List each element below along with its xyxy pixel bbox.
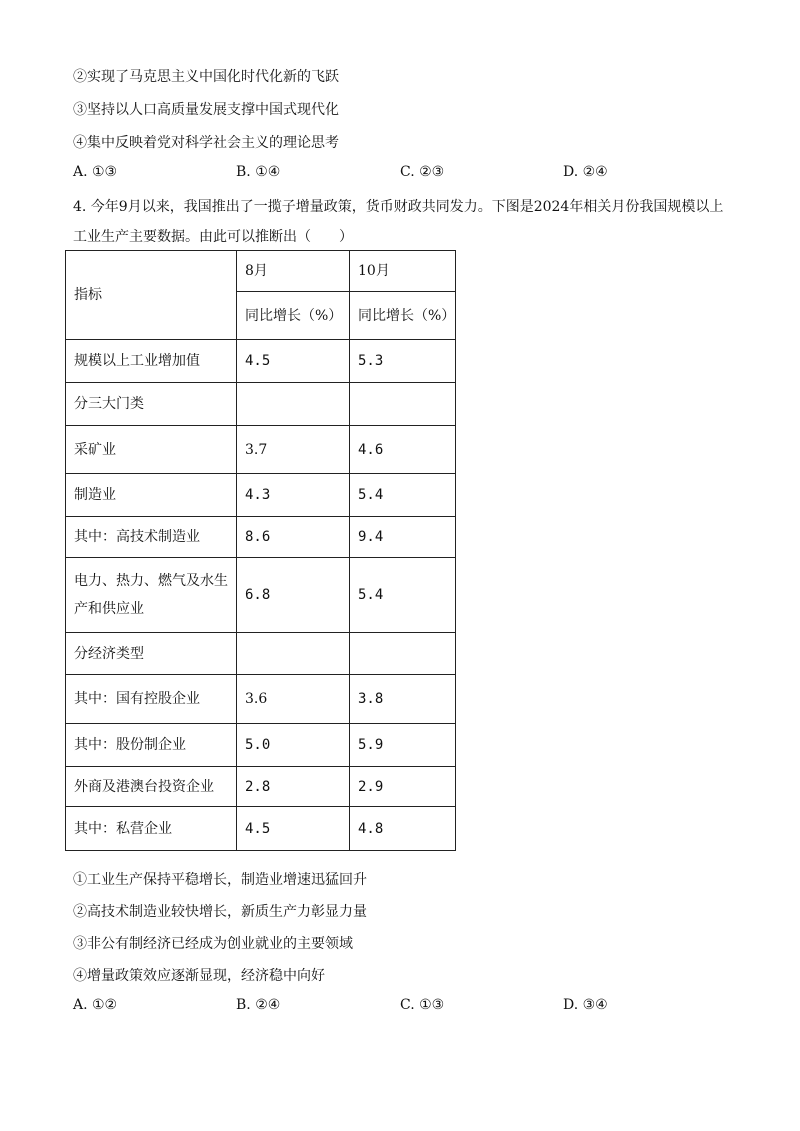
statement-1: ①工业生产保持平稳增长，制造业增速迅猛回升	[73, 872, 367, 888]
cell-oct	[350, 633, 456, 675]
cell-aug: 4.5	[237, 807, 350, 851]
cell-aug: 4.3	[237, 474, 350, 517]
table-row	[66, 383, 456, 426]
option-b[interactable]: B. ①④	[236, 164, 281, 180]
row-label-line1: 电力、热力、燃气及水生	[74, 573, 228, 589]
cell-aug: 5.0	[237, 724, 350, 767]
table-row	[66, 474, 456, 517]
column-header-oct: 10月	[350, 251, 456, 292]
cell-oct: 5.3	[350, 340, 456, 383]
column-header-aug: 8月	[237, 251, 350, 292]
table-row	[66, 767, 456, 807]
prev-statement-2: ②实现了马克思主义中国化时代化新的飞跃	[73, 69, 339, 85]
cell-oct: 5.9	[350, 724, 456, 767]
cell-aug: 2.8	[237, 767, 350, 807]
cell-oct: 4.6	[350, 426, 456, 474]
statement-3: ③非公有制经济已经成为创业就业的主要领域	[73, 936, 353, 952]
subheader-oct: 同比增长（%）	[350, 292, 456, 340]
question-4-answer-options	[73, 997, 693, 1017]
cell-oct	[350, 383, 456, 426]
option-d[interactable]: D. ②④	[563, 164, 608, 180]
row-label: 分三大门类	[66, 383, 237, 426]
table-row	[66, 558, 456, 633]
cell-aug: 4.5	[237, 340, 350, 383]
row-label: 其中：私营企业	[66, 807, 237, 851]
option-a[interactable]: A. ①②	[73, 997, 118, 1013]
prev-statement-3: ③坚持以人口高质量发展支撑中国式现代化	[73, 102, 339, 118]
cell-aug: 3.7	[237, 426, 350, 474]
row-label: 其中：高技术制造业	[66, 517, 237, 558]
cell-oct: 5.4	[350, 474, 456, 517]
table-row	[66, 517, 456, 558]
option-d[interactable]: D. ③④	[563, 997, 608, 1013]
industry-data-table	[65, 250, 456, 851]
row-label: 其中：股份制企业	[66, 724, 237, 767]
row-label: 其中：国有控股企业	[66, 675, 237, 724]
cell-oct: 3.8	[350, 675, 456, 724]
cell-oct: 5.4	[350, 558, 456, 633]
statement-2: ②高技术制造业较快增长，新质生产力彰显力量	[73, 904, 367, 920]
cell-aug	[237, 633, 350, 675]
table-row	[66, 807, 456, 851]
cell-oct: 4.8	[350, 807, 456, 851]
row-label: 制造业	[66, 474, 237, 517]
prev-answer-options	[73, 164, 693, 184]
cell-aug: 3.6	[237, 675, 350, 724]
table-row	[66, 426, 456, 474]
option-b[interactable]: B. ②④	[236, 997, 281, 1013]
table-row	[66, 724, 456, 767]
row-label: 外商及港澳台投资企业	[66, 767, 237, 807]
statement-4: ④增量政策效应逐渐显现，经济稳中向好	[73, 968, 325, 984]
option-c[interactable]: C. ①③	[400, 997, 445, 1013]
row-label: 分经济类型	[66, 633, 237, 675]
cell-oct: 2.9	[350, 767, 456, 807]
subheader-aug: 同比增长（%）	[237, 292, 350, 340]
prev-statement-4: ④集中反映着党对科学社会主义的理论思考	[73, 135, 339, 151]
table-row	[66, 633, 456, 675]
table-row	[66, 675, 456, 724]
option-a[interactable]: A. ①③	[73, 164, 118, 180]
option-c[interactable]: C. ②③	[400, 164, 445, 180]
question-4-stem-line2: 工业生产主要数据。由此可以推断出（ ）	[73, 229, 353, 245]
question-4-stem-line1: 4. 今年9月以来，我国推出了一揽子增量政策，货币财政共同发力。下图是2024年相关月份我国规模以上	[73, 199, 724, 215]
row-label: 规模以上工业增加值	[66, 340, 237, 383]
cell-aug: 8.6	[237, 517, 350, 558]
row-label-line2: 产和供应业	[74, 601, 144, 617]
cell-aug	[237, 383, 350, 426]
cell-aug: 6.8	[237, 558, 350, 633]
table-row	[66, 340, 456, 383]
table-corner-header: 指标	[66, 251, 237, 340]
row-label-multiline	[66, 558, 237, 633]
row-label: 采矿业	[66, 426, 237, 474]
cell-oct: 9.4	[350, 517, 456, 558]
table-header-row	[66, 251, 456, 292]
